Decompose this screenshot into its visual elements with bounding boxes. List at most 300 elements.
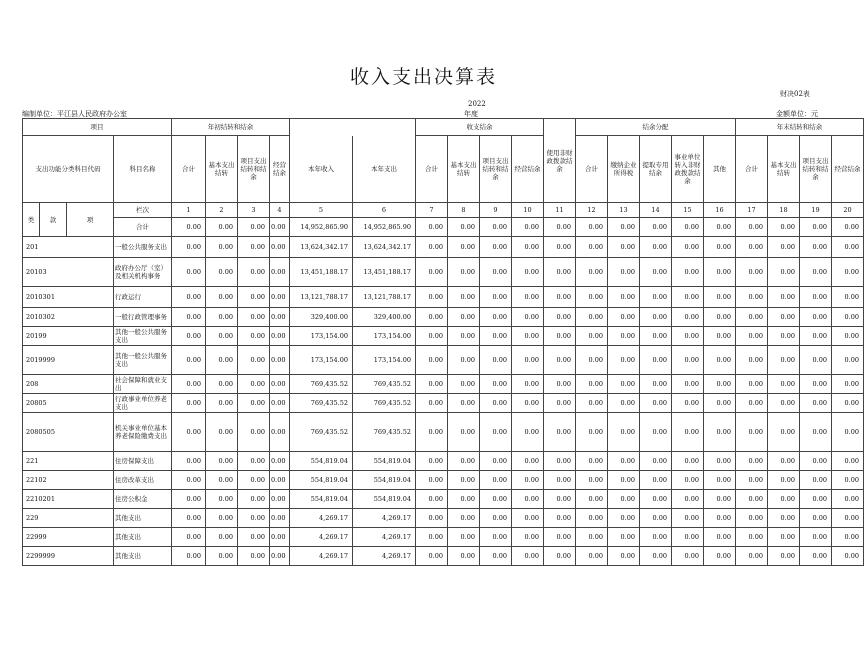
cell-value: 0.00 <box>672 258 704 287</box>
cell-value: 0.00 <box>544 490 576 509</box>
cell-value: 0.00 <box>172 308 206 327</box>
row-code: 2080505 <box>23 413 114 452</box>
cell-value: 0.00 <box>768 413 800 452</box>
header-transfer: 事业单位转入非财政拨款结余 <box>672 136 704 203</box>
header-other: 其他 <box>704 136 736 203</box>
cell-value: 0.00 <box>640 218 672 237</box>
cell-value: 0.00 <box>544 346 576 375</box>
cell-value: 0.00 <box>448 528 480 547</box>
cell-value: 0.00 <box>640 287 672 308</box>
cell-value: 0.00 <box>832 394 864 413</box>
cell-value: 0.00 <box>672 346 704 375</box>
cell-value: 0.00 <box>832 471 864 490</box>
cell-value: 0.00 <box>480 308 512 327</box>
cell-value: 0.00 <box>206 394 238 413</box>
cell-value: 0.00 <box>704 218 736 237</box>
row-code: 20805 <box>23 394 114 413</box>
cell-value: 0.00 <box>768 287 800 308</box>
col-num: 14 <box>640 203 672 218</box>
cell-value: 0.00 <box>576 237 608 258</box>
row-code: 2010301 <box>23 287 114 308</box>
cell-value: 0.00 <box>416 237 448 258</box>
cell-value: 0.00 <box>238 346 270 375</box>
row-code: 2210201 <box>23 490 114 509</box>
cell-value: 0.00 <box>672 413 704 452</box>
cell-value: 0.00 <box>736 509 768 528</box>
row-income: 554,819.04 <box>290 490 353 509</box>
row-income: 173,154.00 <box>290 327 353 346</box>
row-expense: 554,819.04 <box>353 490 416 509</box>
row-name: 其他支出 <box>114 528 172 547</box>
cell-value: 0.00 <box>270 452 290 471</box>
cell-value: 0.00 <box>832 509 864 528</box>
cell-value: 0.00 <box>832 218 864 237</box>
cell-value: 0.00 <box>544 413 576 452</box>
row-expense: 769,435.52 <box>353 375 416 394</box>
col-num: 13 <box>608 203 640 218</box>
col-num: 19 <box>800 203 832 218</box>
cell-value: 0.00 <box>832 375 864 394</box>
table-row <box>23 490 864 509</box>
cell-value: 0.00 <box>800 237 832 258</box>
column-number-row <box>23 203 864 218</box>
table-row <box>23 287 864 308</box>
col-num: 12 <box>576 203 608 218</box>
row-name: 其他一般公共服务支出 <box>114 346 172 375</box>
row-income: 4,269.17 <box>290 509 353 528</box>
cell-value: 0.00 <box>704 452 736 471</box>
cell-value: 0.00 <box>270 237 290 258</box>
cell-value: 0.00 <box>800 528 832 547</box>
row-code: 20103 <box>23 258 114 287</box>
row-code: 229 <box>23 509 114 528</box>
cell-value: 0.00 <box>768 471 800 490</box>
cell-value: 0.00 <box>480 528 512 547</box>
cell-value: 0.00 <box>608 394 640 413</box>
cell-value: 0.00 <box>640 490 672 509</box>
cell-value: 0.00 <box>172 452 206 471</box>
budget-table <box>22 118 864 566</box>
cell-value: 0.00 <box>736 375 768 394</box>
cell-value: 0.00 <box>768 258 800 287</box>
header-total-2: 合计 <box>416 136 448 203</box>
cell-value: 0.00 <box>832 308 864 327</box>
cell-value: 0.00 <box>640 346 672 375</box>
row-expense: 329,400.00 <box>353 308 416 327</box>
cell-value: 0.00 <box>172 528 206 547</box>
col-num: 17 <box>736 203 768 218</box>
cell-value: 0.00 <box>206 308 238 327</box>
cell-value: 0.00 <box>512 258 544 287</box>
table-row <box>23 237 864 258</box>
col-num: 9 <box>480 203 512 218</box>
row-expense: 4,269.17 <box>353 547 416 566</box>
cell-value: 0.00 <box>608 452 640 471</box>
row-expense: 173,154.00 <box>353 346 416 375</box>
cell-value: 0.00 <box>448 413 480 452</box>
header-lanci: 栏次 <box>114 203 172 218</box>
cell-value: 0.00 <box>800 375 832 394</box>
cell-value: 0.00 <box>206 346 238 375</box>
cell-value: 0.00 <box>480 394 512 413</box>
cell-value: 0.00 <box>704 346 736 375</box>
cell-value: 0.00 <box>238 218 270 237</box>
cell-value: 0.00 <box>512 346 544 375</box>
row-expense: 13,451,188.17 <box>353 258 416 287</box>
cell-value: 0.00 <box>576 509 608 528</box>
cell-value: 0.00 <box>672 452 704 471</box>
cell-value: 0.00 <box>576 413 608 452</box>
row-name: 社会保障和就业支出 <box>114 375 172 394</box>
col-num: 11 <box>544 203 576 218</box>
cell-value: 0.00 <box>704 509 736 528</box>
header-total-1: 合计 <box>172 136 206 203</box>
cell-value: 0.00 <box>736 547 768 566</box>
cell-value: 0.00 <box>768 528 800 547</box>
cell-value: 0.00 <box>270 528 290 547</box>
header-use-fund: 使用非财政拨款结余 <box>544 119 576 203</box>
total-income: 14,952,865.90 <box>290 218 353 237</box>
col-num: 7 <box>416 203 448 218</box>
year-suffix: 年度 <box>464 110 478 118</box>
header-basic-3: 基本支出结转 <box>768 136 800 203</box>
cell-value: 0.00 <box>672 287 704 308</box>
cell-value: 0.00 <box>172 471 206 490</box>
cell-value: 0.00 <box>416 394 448 413</box>
cell-value: 0.00 <box>172 490 206 509</box>
cell-value: 0.00 <box>206 327 238 346</box>
cell-value: 0.00 <box>608 490 640 509</box>
cell-value: 0.00 <box>206 528 238 547</box>
page-title: 收入支出决算表 <box>349 66 497 88</box>
row-expense: 554,819.04 <box>353 452 416 471</box>
cell-value: 0.00 <box>448 471 480 490</box>
cell-value: 0.00 <box>416 413 448 452</box>
cell-value: 0.00 <box>768 375 800 394</box>
row-name: 其他一般公共服务支出 <box>114 327 172 346</box>
row-name: 住房保障支出 <box>114 452 172 471</box>
row-income: 769,435.52 <box>290 375 353 394</box>
cell-value: 0.00 <box>512 375 544 394</box>
cell-value: 0.00 <box>270 327 290 346</box>
header-special: 提取专用结余 <box>640 136 672 203</box>
cell-value: 0.00 <box>448 327 480 346</box>
cell-value: 0.00 <box>238 327 270 346</box>
row-code: 201 <box>23 237 114 258</box>
cell-value: 0.00 <box>800 471 832 490</box>
cell-value: 0.00 <box>416 346 448 375</box>
table-row <box>23 258 864 287</box>
cell-value: 0.00 <box>736 490 768 509</box>
header-closing: 年末结转和结余 <box>736 119 864 136</box>
table-row <box>23 528 864 547</box>
cell-value: 0.00 <box>480 547 512 566</box>
cell-value: 0.00 <box>206 471 238 490</box>
cell-value: 0.00 <box>416 528 448 547</box>
header-operating-1: 经营结余 <box>270 136 290 203</box>
cell-value: 0.00 <box>206 490 238 509</box>
cell-value: 0.00 <box>640 327 672 346</box>
row-expense: 769,435.52 <box>353 413 416 452</box>
col-num: 5 <box>290 203 353 218</box>
row-code: 2299999 <box>23 547 114 566</box>
header-operating-3: 经营结余 <box>832 136 864 203</box>
cell-value: 0.00 <box>172 258 206 287</box>
year-value: 2022 <box>468 100 486 108</box>
row-expense: 769,435.52 <box>353 394 416 413</box>
cell-value: 0.00 <box>640 308 672 327</box>
cell-value: 0.00 <box>544 547 576 566</box>
cell-value: 0.00 <box>640 394 672 413</box>
cell-value: 0.00 <box>704 327 736 346</box>
cell-value: 0.00 <box>416 547 448 566</box>
cell-value: 0.00 <box>172 237 206 258</box>
cell-value: 0.00 <box>672 490 704 509</box>
cell-value: 0.00 <box>640 258 672 287</box>
header-lei: 类 <box>23 203 40 237</box>
row-name: 一般行政管理事务 <box>114 308 172 327</box>
header-total-3: 合计 <box>576 136 608 203</box>
cell-value: 0.00 <box>416 287 448 308</box>
cell-value: 0.00 <box>800 218 832 237</box>
table-row <box>23 547 864 566</box>
cell-value: 0.00 <box>736 471 768 490</box>
cell-value: 0.00 <box>800 413 832 452</box>
col-num: 8 <box>448 203 480 218</box>
cell-value: 0.00 <box>736 237 768 258</box>
row-income: 13,451,188.17 <box>290 258 353 287</box>
row-income: 769,435.52 <box>290 394 353 413</box>
cell-value: 0.00 <box>672 218 704 237</box>
cell-value: 0.00 <box>512 287 544 308</box>
unit-label: 编制单位：平江县人民政府办公室 <box>22 110 127 118</box>
total-expense: 14,952,865.90 <box>353 218 416 237</box>
table-row <box>23 452 864 471</box>
cell-value: 0.00 <box>206 258 238 287</box>
header-expense: 本年支出 <box>353 136 416 203</box>
cell-value: 0.00 <box>608 413 640 452</box>
cell-value: 0.00 <box>608 471 640 490</box>
cell-value: 0.00 <box>270 547 290 566</box>
table-row <box>23 327 864 346</box>
cell-value: 0.00 <box>608 237 640 258</box>
cell-value: 0.00 <box>172 509 206 528</box>
cell-value: 0.00 <box>270 509 290 528</box>
cell-value: 0.00 <box>206 452 238 471</box>
cell-value: 0.00 <box>832 490 864 509</box>
cell-value: 0.00 <box>206 413 238 452</box>
cell-value: 0.00 <box>640 413 672 452</box>
cell-value: 0.00 <box>640 547 672 566</box>
row-name: 一般公共服务支出 <box>114 237 172 258</box>
cell-value: 0.00 <box>512 394 544 413</box>
cell-value: 0.00 <box>270 375 290 394</box>
header-total-4: 合计 <box>736 136 768 203</box>
cell-value: 0.00 <box>576 471 608 490</box>
cell-value: 0.00 <box>238 258 270 287</box>
header-project-3: 项目支出结转和结余 <box>800 136 832 203</box>
table-row <box>23 509 864 528</box>
cell-value: 0.00 <box>448 308 480 327</box>
header-row-1 <box>23 119 864 136</box>
col-num: 20 <box>832 203 864 218</box>
row-name: 政府办公厅（室）及相关机构事务 <box>114 258 172 287</box>
cell-value: 0.00 <box>640 509 672 528</box>
cell-value: 0.00 <box>704 471 736 490</box>
cell-value: 0.00 <box>704 287 736 308</box>
col-num: 4 <box>270 203 290 218</box>
header-income-exp: 收支结余 <box>416 119 544 136</box>
cell-value: 0.00 <box>238 287 270 308</box>
cell-value: 0.00 <box>544 509 576 528</box>
row-code: 208 <box>23 375 114 394</box>
header-blank <box>290 119 416 136</box>
row-expense: 173,154.00 <box>353 327 416 346</box>
header-xiang: 项 <box>67 203 114 237</box>
cell-value: 0.00 <box>448 394 480 413</box>
header-basic-1: 基本支出结转 <box>206 136 238 203</box>
cell-value: 0.00 <box>608 375 640 394</box>
cell-value: 0.00 <box>172 287 206 308</box>
header-income: 本年收入 <box>290 136 353 203</box>
cell-value: 0.00 <box>832 547 864 566</box>
row-name: 行政运行 <box>114 287 172 308</box>
cell-value: 0.00 <box>238 528 270 547</box>
table-row <box>23 394 864 413</box>
cell-value: 0.00 <box>416 509 448 528</box>
cell-value: 0.00 <box>704 237 736 258</box>
header-name: 科目名称 <box>114 136 172 203</box>
cell-value: 0.00 <box>736 528 768 547</box>
cell-value: 0.00 <box>238 375 270 394</box>
cell-value: 0.00 <box>704 258 736 287</box>
cell-value: 0.00 <box>576 308 608 327</box>
cell-value: 0.00 <box>206 218 238 237</box>
col-num: 10 <box>512 203 544 218</box>
cell-value: 0.00 <box>270 394 290 413</box>
cell-value: 0.00 <box>172 375 206 394</box>
cell-value: 0.00 <box>448 218 480 237</box>
row-expense: 4,269.17 <box>353 528 416 547</box>
cell-value: 0.00 <box>640 471 672 490</box>
row-code: 2019999 <box>23 346 114 375</box>
total-row <box>23 218 864 237</box>
cell-value: 0.00 <box>832 452 864 471</box>
cell-value: 0.00 <box>576 547 608 566</box>
cell-value: 0.00 <box>206 287 238 308</box>
cell-value: 0.00 <box>544 394 576 413</box>
row-name: 住房公积金 <box>114 490 172 509</box>
row-expense: 13,624,342.17 <box>353 237 416 258</box>
row-name: 其他支出 <box>114 509 172 528</box>
cell-value: 0.00 <box>206 237 238 258</box>
row-name: 机关事业单位基本养老保险缴费支出 <box>114 413 172 452</box>
cell-value: 0.00 <box>416 452 448 471</box>
cell-value: 0.00 <box>512 308 544 327</box>
header-kuan: 款 <box>40 203 67 237</box>
cell-value: 0.00 <box>416 258 448 287</box>
cell-value: 0.00 <box>270 490 290 509</box>
cell-value: 0.00 <box>238 308 270 327</box>
cell-value: 0.00 <box>270 287 290 308</box>
cell-value: 0.00 <box>544 258 576 287</box>
cell-value: 0.00 <box>768 547 800 566</box>
cell-value: 0.00 <box>672 375 704 394</box>
cell-value: 0.00 <box>416 308 448 327</box>
row-code: 22999 <box>23 528 114 547</box>
cell-value: 0.00 <box>640 452 672 471</box>
cell-value: 0.00 <box>576 528 608 547</box>
cell-value: 0.00 <box>800 327 832 346</box>
cell-value: 0.00 <box>672 528 704 547</box>
cell-value: 0.00 <box>270 471 290 490</box>
cell-value: 0.00 <box>640 375 672 394</box>
currency-unit: 金额单位：元 <box>776 110 818 118</box>
cell-value: 0.00 <box>238 471 270 490</box>
cell-value: 0.00 <box>448 375 480 394</box>
cell-value: 0.00 <box>512 413 544 452</box>
cell-value: 0.00 <box>768 490 800 509</box>
row-name: 行政事业单位养老支出 <box>114 394 172 413</box>
cell-value: 0.00 <box>576 287 608 308</box>
cell-value: 0.00 <box>736 452 768 471</box>
row-expense: 13,121,788.17 <box>353 287 416 308</box>
cell-value: 0.00 <box>704 547 736 566</box>
cell-value: 0.00 <box>800 547 832 566</box>
col-num: 2 <box>206 203 238 218</box>
col-num: 3 <box>238 203 270 218</box>
cell-value: 0.00 <box>480 471 512 490</box>
cell-value: 0.00 <box>238 452 270 471</box>
cell-value: 0.00 <box>416 327 448 346</box>
cell-value: 0.00 <box>800 287 832 308</box>
row-income: 13,121,788.17 <box>290 287 353 308</box>
cell-value: 0.00 <box>800 452 832 471</box>
cell-value: 0.00 <box>640 237 672 258</box>
cell-value: 0.00 <box>238 547 270 566</box>
cell-value: 0.00 <box>736 218 768 237</box>
cell-value: 0.00 <box>608 308 640 327</box>
cell-value: 0.00 <box>608 509 640 528</box>
col-num: 16 <box>704 203 736 218</box>
cell-value: 0.00 <box>172 413 206 452</box>
cell-value: 0.00 <box>544 237 576 258</box>
row-name: 住房改革支出 <box>114 471 172 490</box>
cell-value: 0.00 <box>800 346 832 375</box>
cell-value: 0.00 <box>172 547 206 566</box>
row-expense: 4,269.17 <box>353 509 416 528</box>
cell-value: 0.00 <box>576 490 608 509</box>
cell-value: 0.00 <box>206 375 238 394</box>
cell-value: 0.00 <box>512 528 544 547</box>
cell-value: 0.00 <box>480 237 512 258</box>
cell-value: 0.00 <box>768 218 800 237</box>
cell-value: 0.00 <box>832 327 864 346</box>
cell-value: 0.00 <box>480 452 512 471</box>
cell-value: 0.00 <box>448 237 480 258</box>
row-code: 22102 <box>23 471 114 490</box>
cell-value: 0.00 <box>544 528 576 547</box>
cell-value: 0.00 <box>608 327 640 346</box>
cell-value: 0.00 <box>576 258 608 287</box>
cell-value: 0.00 <box>448 258 480 287</box>
cell-value: 0.00 <box>640 528 672 547</box>
cell-value: 0.00 <box>480 509 512 528</box>
row-income: 554,819.04 <box>290 452 353 471</box>
cell-value: 0.00 <box>512 471 544 490</box>
header-code: 支出功能分类科目代码 <box>23 136 114 203</box>
cell-value: 0.00 <box>448 547 480 566</box>
